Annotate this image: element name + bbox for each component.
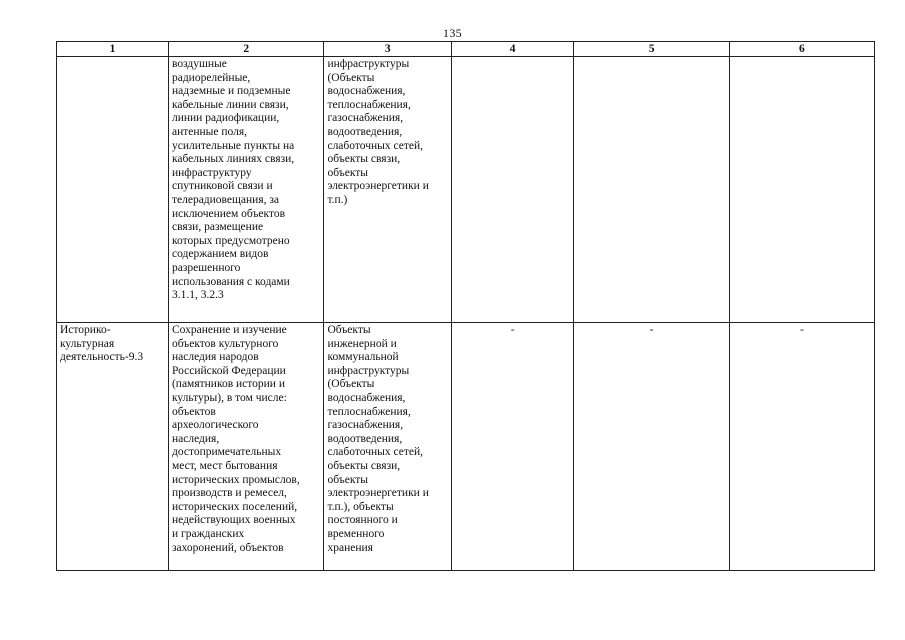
table-cell: -	[574, 323, 730, 571]
table-cell	[57, 57, 169, 323]
regulations-table	[56, 41, 875, 571]
table-cell: -	[729, 323, 874, 571]
column-header-2: 2	[168, 42, 324, 57]
table-cell: Историко- культурная деятельность-9.3	[57, 323, 169, 571]
column-header-1: 1	[57, 42, 169, 57]
table-cell: воздушные радиорелейные, надземные и подземные кабельные линии связи, линии радиофикации, антенные поля, усилительные пункты на кабельных линиях связи, инфраструктуру спутниковой связи и телерадиовещания, за исключением объектов связи, размещение которых предусмотрено содержанием видов разрешенного использования с кодами 3.1.1, 3.2.3	[168, 57, 324, 323]
table-cell: Объекты инженерной и коммунальной инфраструктуры (Объекты водоснабжения, теплоснабжения, газоснабжения, водоотведения, слаботочных сетей, объекты связи, объекты электроэнергетики и т.п.), объекты постоянного и временного хранения	[324, 323, 452, 571]
column-header-4: 4	[451, 42, 573, 57]
column-header-3: 3	[324, 42, 452, 57]
table-cell	[574, 57, 730, 323]
table-cell: -	[451, 323, 573, 571]
table-row	[57, 57, 875, 323]
table-cell	[451, 57, 573, 323]
column-header-6: 6	[729, 42, 874, 57]
table-cell	[729, 57, 874, 323]
page-number: 135	[443, 26, 462, 40]
table-row	[57, 323, 875, 571]
column-header-5: 5	[574, 42, 730, 57]
header-row	[57, 42, 875, 57]
table-cell: инфраструктуры (Объекты водоснабжения, теплоснабжения, газоснабжения, водоотведения, слаботочных сетей, объекты связи, объекты электроэнергетики и т.п.)	[324, 57, 452, 323]
table-cell: Сохранение и изучение объектов культурного наследия народов Российской Федерации (памятников истории и культуры), в том числе: объектов археологического наследия, достопримечательных мест, мест бытования исторических промыслов, производств и ремесел, исторических поселений, недействующих военных и гражданских захоронений, объектов	[168, 323, 324, 571]
